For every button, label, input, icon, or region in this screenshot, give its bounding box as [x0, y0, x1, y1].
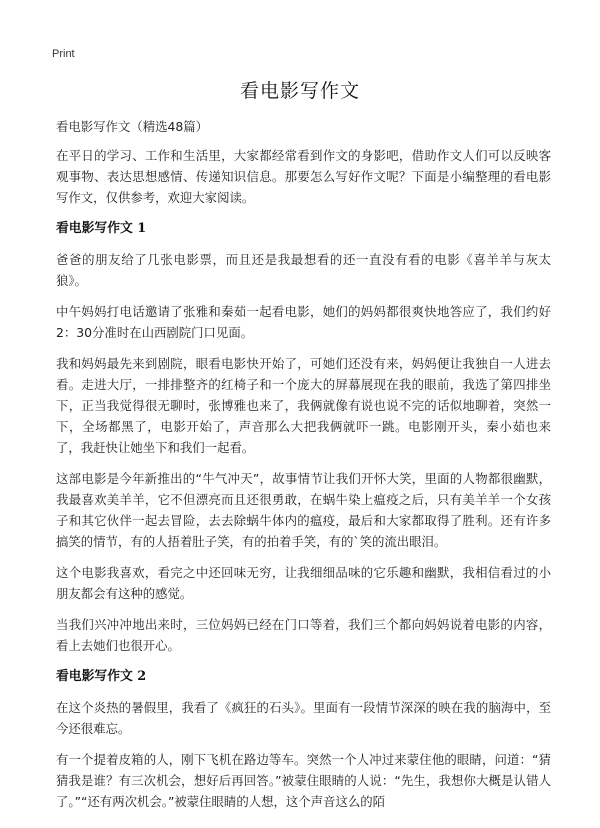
article-body — [56, 116, 551, 822]
intro-paragraph: 在平日的学习、工作和生活里，大家都经常看到作文的身影吧，借助作文人们可以反映客观事物、表达思想感情、传递知识信息。那要怎么写好作文呢？下面是小编整理的看电影写作文，仅供参考，欢迎大家阅读。 — [56, 148, 551, 205]
paragraph: 爸爸的朋友给了几张电影票，而且还是我最想看的还一直没有看的电影《喜羊羊与灰太狼》。 — [56, 252, 551, 288]
paragraph: 有一个提着皮箱的人，刚下飞机在路边等车。突然一个人冲过来蒙住他的眼睛，问道：“猜猜我是谁？有三次机会，想好后再回答。”被蒙住眼睛的人说：“先生，我想你大概是认错人了。”“还有两次机会。”被蒙住眼睛的人想，这个声音这么的陌 — [56, 752, 551, 809]
paragraph: 这个电影我喜欢，看完之中还回味无穷，让我细细品味的它乐趣和幽默，我相信看过的小朋友都会有这种的感觉。 — [56, 565, 551, 601]
paragraph: 我和妈妈最先来到剧院，眼看电影快开始了，可她们还没有来，妈妈便让我独自一人进去看。走进大厅，一排排整齐的红椅子和一个庞大的屏幕展现在我的眼前，我选了第四排坐下，正当我觉得很无聊时，张博雅也来了，我俩就像有说也说不完的话似地聊着，突然一下，全场都黑了，电影开始了，声音那么大把我俩就吓一跳。电影刚开头，秦小茹也来了，我赶快让她坐下和我们一起看。 — [56, 356, 551, 455]
section-heading: 看电影写作文 2 — [56, 669, 147, 684]
paragraph: 当我们兴冲冲地出来时，三位妈妈已经在门口等着，我们三个都向妈妈说着电影的内容，看上去她们也很开心。 — [56, 617, 551, 653]
article-subtitle: 看电影写作文（精选48篇） — [56, 119, 209, 134]
section-2 — [56, 666, 551, 812]
paragraph: 这部电影是今年新推出的“牛气冲天”，故事情节让我们开怀大笑，里面的人物都很幽默，我最喜欢美羊羊，它不但漂亮而且还很勇敢，在蜗牛染上瘟疫之后，只有美羊羊一个女孩子和其它伙伴一起去冒险，去去除蜗牛体内的瘟疫，最后和大家都取得了胜利。还有许多搞笑的情节，有的人捂着肚子笑，有的拍着手笑，有的`笑的流出眼泪。 — [56, 471, 551, 549]
section-heading: 看电影写作文 1 — [56, 221, 147, 236]
paragraph: 在这个炎热的暑假里，我看了《疯狂的石头》。里面有一段情节深深的映在我的脑海中，至今还很难忘。 — [56, 700, 551, 736]
print-label: Print — [52, 48, 75, 60]
paragraph: 中午妈妈打电话邀请了张雅和秦茹一起看电影，她们的妈妈都很爽快地答应了，我们约好2：30分准时在山西剧院门口见面。 — [56, 304, 551, 340]
page-title: 看电影写作文 — [239, 80, 360, 102]
section-1 — [56, 218, 551, 656]
